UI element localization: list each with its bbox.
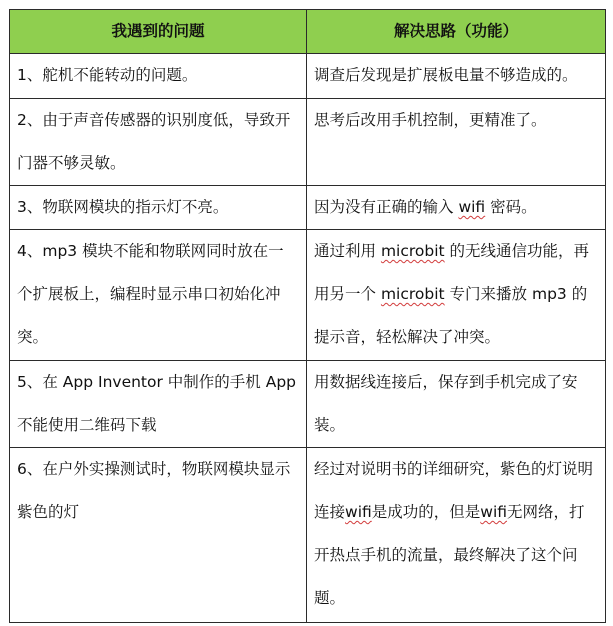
table-row (10, 230, 606, 361)
spellcheck-word: wifi (480, 503, 508, 521)
problem-cell: 4、mp3 模块不能和物联网同时放在一个扩展板上，编程时显示串口初始化冲突。 (10, 230, 307, 361)
spellcheck-word: microbit (380, 242, 445, 260)
problem-cell: 3、物联网模块的指示灯不亮。 (10, 186, 307, 230)
spellcheck-word: microbit (380, 285, 445, 303)
problem-cell: 1、舵机不能转动的问题。 (10, 54, 307, 99)
solution-cell (307, 448, 606, 623)
solution-text: 因为没有正确的输入 (314, 198, 459, 216)
solution-cell (307, 186, 606, 230)
problem-cell: 6、在户外实操测试时，物联网模块显示紫色的灯 (10, 448, 307, 623)
spellcheck-word: wifi (345, 503, 372, 521)
table-row (10, 448, 606, 623)
table-row (10, 99, 606, 186)
solution-text: 专门来播放 mp3 的提示音，轻松解决了冲突。 (314, 285, 588, 346)
table-row (10, 361, 606, 448)
solution-cell (307, 230, 606, 361)
spellcheck-word: wifi (458, 198, 486, 216)
solution-text: 密码。 (485, 198, 537, 216)
solution-cell: 调查后发现是扩展板电量不够造成的。 (307, 54, 606, 99)
table-header-row (10, 10, 606, 54)
problem-cell: 5、在 App Inventor 中制作的手机 App 不能使用二维码下载 (10, 361, 307, 448)
solution-cell: 用数据线连接后，保存到手机完成了安装。 (307, 361, 606, 448)
solution-cell: 思考后改用手机控制，更精准了。 (307, 99, 606, 186)
header-solution: 解决思路（功能） (307, 10, 606, 54)
table-row (10, 186, 606, 230)
solution-text: 的无线通信功能，再用另一个 (314, 242, 590, 303)
document-page (9, 9, 605, 623)
problem-solution-table (9, 9, 606, 623)
header-problem: 我遇到的问题 (10, 10, 307, 54)
solution-text: 经过对说明书的详细研究，紫色的灯说明连接 (314, 460, 594, 521)
problem-cell: 2、由于声音传感器的识别度低，导致开门器不够灵敏。 (10, 99, 307, 186)
solution-text: 是成功的，但是 (371, 503, 481, 521)
solution-text: 无网络，打开热点手机的流量，最终解决了这个问题。 (314, 503, 585, 607)
table-row (10, 54, 606, 99)
solution-text: 通过利用 (314, 242, 381, 260)
